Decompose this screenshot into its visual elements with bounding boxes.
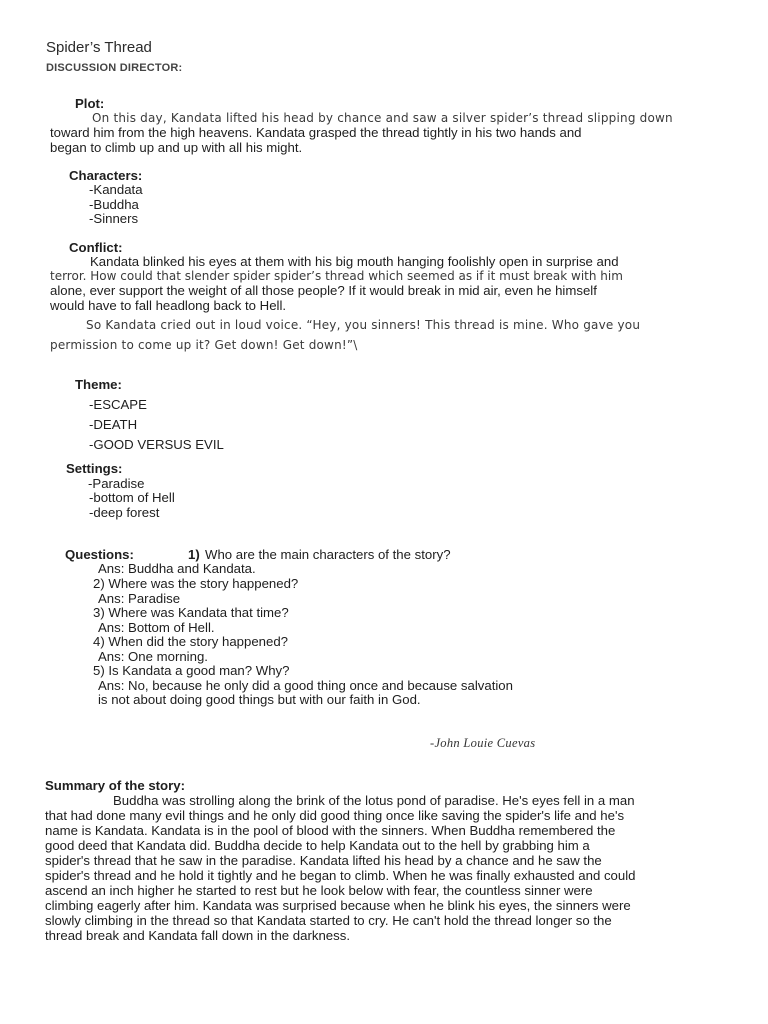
theme-heading: Theme: [75,377,122,392]
setting-item: -deep forest [89,505,160,520]
settings-heading: Settings: [66,461,123,476]
setting-item: -Paradise [88,476,145,491]
character-item: -Kandata [89,182,143,197]
answer-2: Ans: Paradise [98,591,181,606]
plot-line-3: began to climb up and up with all his might. [50,140,303,155]
conflict-line-3: alone, ever support the weight of all those people? If it would break in mid air, even he himself [50,283,597,298]
conflict-quote-2: permission to come up it? Get down! Get down!”\ [50,338,358,352]
question-4: 4) When did the story happened? [93,634,289,649]
theme-item: -ESCAPE [89,397,147,412]
summary-line: thread break and Kandata fall down in the darkness. [45,928,350,943]
questions-heading: Questions: [65,547,134,562]
conflict-line-2: terror. How could that slender spider spider’s thread which seemed as if it must break with him [50,269,623,283]
summary-line: that had done many evil things and he only did good thing once like saving the spider's life and he's [45,808,625,823]
answer-3: Ans: Bottom of Hell. [98,620,215,635]
answer-1: Ans: Buddha and Kandata. [98,561,256,576]
role-label: DISCUSSION DIRECTOR: [46,62,183,74]
character-item: -Sinners [89,211,139,226]
summary-line: slowly climbing in the thread so that Kandata started to cry. He can't hold the thread longer so the [45,913,612,928]
question-1-text: Who are the main characters of the story? [205,547,451,562]
question-1-number: 1) [188,547,200,562]
conflict-heading: Conflict: [69,240,123,255]
author-signature: -John Louie Cuevas [430,736,536,750]
summary-line: name is Kandata. Kandata is in the pool of blood with the sinners. When Buddha remembered the [45,823,616,838]
plot-line-1: On this day, Kandata lifted his head by chance and saw a silver spider’s thread slipping down [92,111,673,125]
characters-heading: Characters: [69,168,143,183]
character-item: -Buddha [89,197,139,212]
document-title: Spider’s Thread [46,39,152,56]
summary-line: good deed that Kandata did. Buddha decide to help Kandata out to the hell by grabbing him a [45,838,590,853]
conflict-quote-1: So Kandata cried out in loud voice. “Hey, you sinners! This thread is mine. Who gave you [86,318,641,332]
summary-line: spider's thread and he hold it tightly and he began to climb. When he was finally exhausted and could [45,868,636,883]
plot-line-2: toward him from the high heavens. Kandata grasped the thread tightly in his two hands and [50,125,582,140]
theme-item: -GOOD VERSUS EVIL [89,437,224,452]
answer-5-line-1: Ans: No, because he only did a good thing once and because salvation [98,678,513,693]
theme-item: -DEATH [89,417,138,432]
setting-item: -bottom of Hell [89,490,175,505]
question-2: 2) Where was the story happened? [93,576,299,591]
answer-4: Ans: One morning. [98,649,208,664]
conflict-line-1: Kandata blinked his eyes at them with his big mouth hanging foolishly open in surprise and [90,254,619,269]
answer-5-line-2: is not about doing good things but with our faith in God. [98,692,421,707]
summary-line: ascend an inch higher he started to rest but he look below with fear, the countless sinner were [45,883,593,898]
summary-line: climbing eagerly after him. Kandata was surprised because when he blink his eyes, the sinners were [45,898,631,913]
summary-heading: Summary of the story: [45,778,185,793]
question-5: 5) Is Kandata a good man? Why? [93,663,290,678]
conflict-line-4: would have to fall headlong back to Hell. [50,298,287,313]
summary-line: spider's thread that he saw in the paradise. Kandata lifted his head by a chance and he saw the [45,853,602,868]
summary-line: Buddha was strolling along the brink of the lotus pond of paradise. He's eyes fell in a man [113,793,635,808]
plot-heading: Plot: [75,96,105,111]
question-3: 3) Where was Kandata that time? [93,605,289,620]
